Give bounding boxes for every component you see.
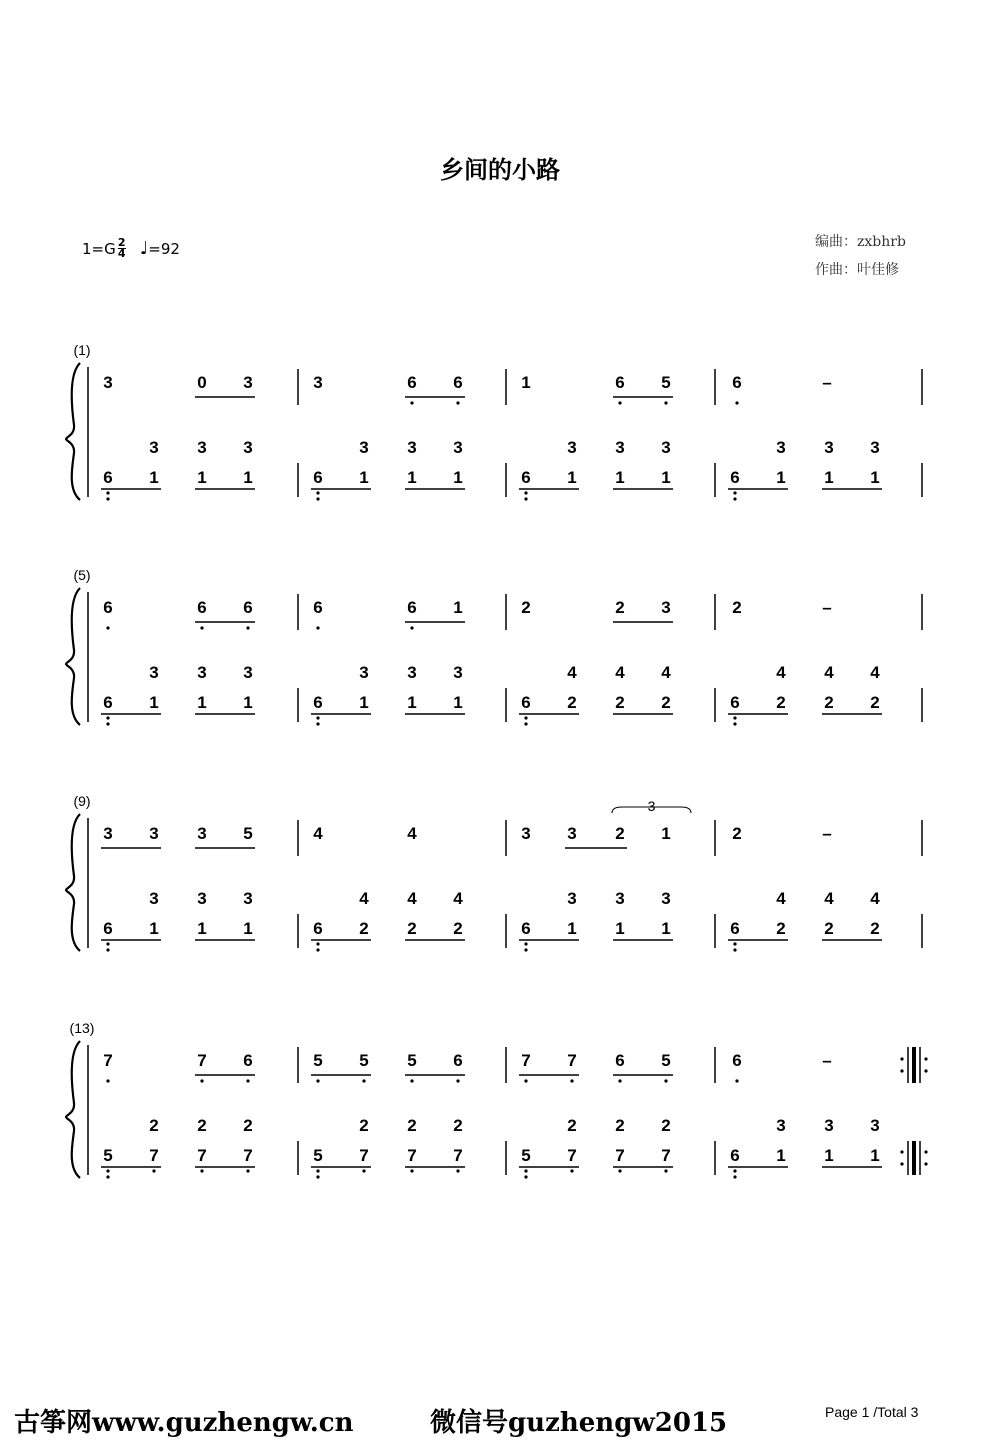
- octave-dot: [200, 1169, 203, 1172]
- bass-note: 7: [615, 1146, 625, 1165]
- octave-dot: [362, 1079, 365, 1082]
- bass-chord-note: 2: [661, 1116, 671, 1135]
- bass-note: 6: [103, 919, 113, 938]
- bass-note: 5: [313, 1146, 323, 1165]
- bass-note: 7: [567, 1146, 577, 1165]
- octave-dot: [900, 1162, 903, 1165]
- melody-note: 6: [453, 1051, 463, 1070]
- melody-note: 1: [521, 373, 531, 392]
- melody-note: 6: [243, 1051, 253, 1070]
- octave-dot: [733, 1169, 736, 1172]
- octave-dot: [924, 1057, 927, 1060]
- bass-note: 1: [149, 919, 159, 938]
- octave-dot: [733, 942, 736, 945]
- bass-note: 1: [453, 468, 463, 487]
- octave-dot: [316, 948, 319, 951]
- bass-note: 2: [870, 919, 880, 938]
- bass-chord-note: 3: [615, 438, 625, 457]
- bass-note: 1: [149, 693, 159, 712]
- melody-note: 2: [615, 824, 625, 843]
- bass-note: 1: [824, 1146, 834, 1165]
- bass-note: 2: [824, 919, 834, 938]
- brace: [66, 814, 80, 951]
- melody-note: 4: [407, 824, 417, 843]
- octave-dot: [900, 1069, 903, 1072]
- bass-note: 6: [730, 693, 740, 712]
- bass-note: 1: [149, 468, 159, 487]
- bass-chord-note: 3: [149, 889, 159, 908]
- bass-chord-note: 4: [870, 663, 880, 682]
- bass-chord-note: 3: [776, 1116, 786, 1135]
- bass-chord-note: 3: [870, 1116, 880, 1135]
- octave-dot: [456, 1169, 459, 1172]
- melody-note: 6: [197, 598, 207, 617]
- octave-dot: [362, 1169, 365, 1172]
- bass-note: 5: [521, 1146, 531, 1165]
- dash-note: –: [822, 598, 832, 617]
- page-number: Page 1 /Total 3: [825, 1404, 919, 1420]
- melody-note: 3: [243, 373, 253, 392]
- melody-note: 7: [521, 1051, 531, 1070]
- melody-note: 7: [197, 1051, 207, 1070]
- bass-chord-note: 2: [243, 1116, 253, 1135]
- melody-note: 7: [103, 1051, 113, 1070]
- bass-note: 6: [521, 919, 531, 938]
- bass-chord-note: 3: [243, 663, 253, 682]
- bass-note: 6: [313, 693, 323, 712]
- bass-chord-note: 2: [567, 1116, 577, 1135]
- melody-note: 3: [521, 824, 531, 843]
- octave-dot: [570, 1079, 573, 1082]
- octave-dot: [733, 491, 736, 494]
- bass-note: 7: [453, 1146, 463, 1165]
- dash-note: –: [822, 1051, 832, 1070]
- bass-chord-note: 3: [197, 889, 207, 908]
- bass-note: 5: [103, 1146, 113, 1165]
- melody-note: 6: [453, 373, 463, 392]
- octave-dot: [618, 1169, 621, 1172]
- bass-chord-note: 2: [359, 1116, 369, 1135]
- octave-dot: [664, 1169, 667, 1172]
- melody-note: 3: [313, 373, 323, 392]
- bass-note: 7: [197, 1146, 207, 1165]
- brace: [66, 1041, 80, 1178]
- melody-note: 6: [615, 1051, 625, 1070]
- melody-note: 3: [149, 824, 159, 843]
- octave-dot: [618, 401, 621, 404]
- octave-dot: [900, 1150, 903, 1153]
- bass-chord-note: 4: [870, 889, 880, 908]
- melody-note: 5: [661, 1051, 671, 1070]
- bass-note: 6: [521, 468, 531, 487]
- bass-note: 2: [453, 919, 463, 938]
- octave-dot: [924, 1150, 927, 1153]
- bass-note: 6: [313, 468, 323, 487]
- bass-chord-note: 2: [407, 1116, 417, 1135]
- bass-chord-note: 3: [776, 438, 786, 457]
- melody-note: 5: [313, 1051, 323, 1070]
- bass-chord-note: 3: [453, 438, 463, 457]
- bass-note: 2: [870, 693, 880, 712]
- bass-note: 1: [243, 919, 253, 938]
- bass-note: 7: [359, 1146, 369, 1165]
- octave-dot: [735, 401, 738, 404]
- bass-chord-note: 3: [824, 1116, 834, 1135]
- melody-note: 6: [615, 373, 625, 392]
- bass-note: 6: [313, 919, 323, 938]
- bass-note: 2: [615, 693, 625, 712]
- bass-chord-note: 3: [149, 438, 159, 457]
- octave-dot: [106, 1175, 109, 1178]
- bass-chord-note: 4: [567, 663, 577, 682]
- bass-chord-note: 2: [615, 1116, 625, 1135]
- octave-dot: [106, 626, 109, 629]
- bass-note: 6: [521, 693, 531, 712]
- octave-dot: [570, 1169, 573, 1172]
- octave-dot: [524, 722, 527, 725]
- bass-note: 7: [407, 1146, 417, 1165]
- bass-note: 1: [870, 1146, 880, 1165]
- bass-note: 1: [359, 693, 369, 712]
- bass-note: 7: [243, 1146, 253, 1165]
- melody-note: 2: [732, 824, 742, 843]
- bass-chord-note: 4: [824, 889, 834, 908]
- melody-note: 6: [407, 598, 417, 617]
- octave-dot: [410, 1079, 413, 1082]
- time-denominator: 4: [117, 247, 126, 260]
- time-numerator: 2: [117, 236, 126, 249]
- bass-note: 1: [407, 693, 417, 712]
- bass-note: 1: [615, 919, 625, 938]
- bass-note: 2: [824, 693, 834, 712]
- bass-chord-note: 3: [197, 438, 207, 457]
- bass-note: 1: [453, 693, 463, 712]
- octave-dot: [924, 1162, 927, 1165]
- bass-chord-note: 2: [197, 1116, 207, 1135]
- measure-number: (1): [73, 342, 91, 358]
- octave-dot: [735, 1079, 738, 1082]
- bass-chord-note: 3: [407, 663, 417, 682]
- octave-dot: [524, 1175, 527, 1178]
- octave-dot: [733, 497, 736, 500]
- octave-dot: [524, 942, 527, 945]
- bass-note: 1: [197, 468, 207, 487]
- octave-dot: [200, 626, 203, 629]
- bass-chord-note: 4: [776, 889, 786, 908]
- octave-dot: [524, 1169, 527, 1172]
- octave-dot: [733, 716, 736, 719]
- footer-site: 古筝网www.guzhengw.cn: [14, 1408, 354, 1438]
- melody-note: 5: [661, 373, 671, 392]
- score-title: 乡间的小路: [440, 156, 560, 184]
- octave-dot: [106, 497, 109, 500]
- bass-note: 2: [567, 693, 577, 712]
- melody-note: 6: [243, 598, 253, 617]
- melody-note: 3: [567, 824, 577, 843]
- bass-chord-note: 3: [407, 438, 417, 457]
- bass-note: 1: [567, 468, 577, 487]
- octave-dot: [246, 1169, 249, 1172]
- bass-chord-note: 2: [149, 1116, 159, 1135]
- bass-chord-note: 3: [243, 438, 253, 457]
- bass-chord-note: 4: [824, 663, 834, 682]
- octave-dot: [106, 716, 109, 719]
- bass-note: 6: [730, 468, 740, 487]
- bass-note: 2: [776, 693, 786, 712]
- bass-note: 2: [359, 919, 369, 938]
- melody-note: 5: [243, 824, 253, 843]
- melody-note: 1: [453, 598, 463, 617]
- bass-note: 7: [661, 1146, 671, 1165]
- octave-dot: [316, 497, 319, 500]
- bass-note: 1: [776, 468, 786, 487]
- measure-number: (5): [73, 567, 91, 583]
- melody-note: 6: [732, 1051, 742, 1070]
- bass-note: 1: [870, 468, 880, 487]
- octave-dot: [524, 491, 527, 494]
- melody-note: 1: [661, 824, 671, 843]
- bass-note: 6: [730, 1146, 740, 1165]
- octave-dot: [733, 1175, 736, 1178]
- bass-chord-note: 4: [407, 889, 417, 908]
- bass-note: 1: [824, 468, 834, 487]
- dash-note: –: [822, 824, 832, 843]
- melody-note: 4: [313, 824, 323, 843]
- octave-dot: [106, 948, 109, 951]
- bass-note: 1: [243, 693, 253, 712]
- bass-chord-note: 3: [197, 663, 207, 682]
- octave-dot: [524, 716, 527, 719]
- octave-dot: [410, 401, 413, 404]
- bass-chord-note: 4: [776, 663, 786, 682]
- melody-note: 6: [407, 373, 417, 392]
- octave-dot: [316, 491, 319, 494]
- bass-chord-note: 3: [567, 889, 577, 908]
- octave-dot: [316, 722, 319, 725]
- bass-note: 1: [359, 468, 369, 487]
- bass-note: 2: [407, 919, 417, 938]
- octave-dot: [618, 1079, 621, 1082]
- octave-dot: [456, 1079, 459, 1082]
- melody-note: 6: [313, 598, 323, 617]
- octave-dot: [524, 948, 527, 951]
- bass-chord-note: 3: [567, 438, 577, 457]
- bass-chord-note: 4: [453, 889, 463, 908]
- octave-dot: [316, 1169, 319, 1172]
- octave-dot: [316, 942, 319, 945]
- octave-dot: [456, 401, 459, 404]
- octave-dot: [106, 1079, 109, 1082]
- footer-wechat: 微信号guzhengw2015: [430, 1408, 728, 1438]
- octave-dot: [900, 1057, 903, 1060]
- bass-chord-note: 3: [824, 438, 834, 457]
- bass-note: 2: [661, 693, 671, 712]
- octave-dot: [316, 716, 319, 719]
- melody-note: 5: [359, 1051, 369, 1070]
- bass-note: 1: [776, 1146, 786, 1165]
- measure-number: (9): [73, 793, 91, 809]
- bass-chord-note: 3: [149, 663, 159, 682]
- bass-note: 2: [776, 919, 786, 938]
- bass-note: 6: [103, 468, 113, 487]
- bass-chord-note: 3: [243, 889, 253, 908]
- bass-note: 7: [149, 1146, 159, 1165]
- melody-note: 6: [103, 598, 113, 617]
- bass-chord-note: 4: [615, 663, 625, 682]
- bass-chord-note: 3: [661, 889, 671, 908]
- melody-note: 3: [103, 373, 113, 392]
- octave-dot: [246, 626, 249, 629]
- bass-note: 1: [407, 468, 417, 487]
- bass-note: 1: [615, 468, 625, 487]
- octave-dot: [106, 942, 109, 945]
- composer: 作曲：叶佳修: [815, 262, 899, 278]
- octave-dot: [316, 626, 319, 629]
- octave-dot: [410, 1169, 413, 1172]
- bass-chord-note: 3: [359, 663, 369, 682]
- melody-note: 2: [521, 598, 531, 617]
- melody-note: 2: [732, 598, 742, 617]
- melody-note: 3: [197, 824, 207, 843]
- tempo-value: =92: [148, 239, 180, 258]
- bass-chord-note: 3: [453, 663, 463, 682]
- key-label: 1=G: [82, 239, 116, 258]
- bass-chord-note: 3: [661, 438, 671, 457]
- bass-note: 6: [103, 693, 113, 712]
- measure-number: (13): [69, 1020, 95, 1036]
- tuplet-number: 3: [647, 798, 656, 814]
- octave-dot: [524, 497, 527, 500]
- octave-dot: [664, 1079, 667, 1082]
- octave-dot: [200, 1079, 203, 1082]
- melody-note: 2: [615, 598, 625, 617]
- octave-dot: [924, 1069, 927, 1072]
- bass-note: 1: [567, 919, 577, 938]
- bass-note: 1: [197, 919, 207, 938]
- melody-note: 0: [197, 373, 207, 392]
- bass-chord-note: 2: [453, 1116, 463, 1135]
- octave-dot: [106, 1169, 109, 1172]
- octave-dot: [316, 1175, 319, 1178]
- arranger: 编曲：zxbhrb: [815, 234, 906, 250]
- brace: [66, 588, 80, 725]
- melody-note: 6: [732, 373, 742, 392]
- bass-chord-note: 4: [661, 663, 671, 682]
- octave-dot: [733, 948, 736, 951]
- bass-chord-note: 3: [870, 438, 880, 457]
- dash-note: –: [822, 373, 832, 392]
- bass-chord-note: 3: [615, 889, 625, 908]
- bass-note: 1: [661, 919, 671, 938]
- octave-dot: [733, 722, 736, 725]
- octave-dot: [106, 491, 109, 494]
- octave-dot: [664, 401, 667, 404]
- octave-dot: [246, 1079, 249, 1082]
- melody-note: 5: [407, 1051, 417, 1070]
- bass-note: 1: [661, 468, 671, 487]
- quarter-note-icon: ♩: [139, 238, 149, 259]
- octave-dot: [410, 626, 413, 629]
- melody-note: 3: [661, 598, 671, 617]
- brace: [66, 363, 80, 500]
- octave-dot: [524, 1079, 527, 1082]
- melody-note: 7: [567, 1051, 577, 1070]
- bass-note: 1: [197, 693, 207, 712]
- octave-dot: [152, 1169, 155, 1172]
- octave-dot: [316, 1079, 319, 1082]
- bass-note: 6: [730, 919, 740, 938]
- melody-note: 3: [103, 824, 113, 843]
- bass-chord-note: 3: [359, 438, 369, 457]
- bass-note: 1: [243, 468, 253, 487]
- octave-dot: [106, 722, 109, 725]
- bass-chord-note: 4: [359, 889, 369, 908]
